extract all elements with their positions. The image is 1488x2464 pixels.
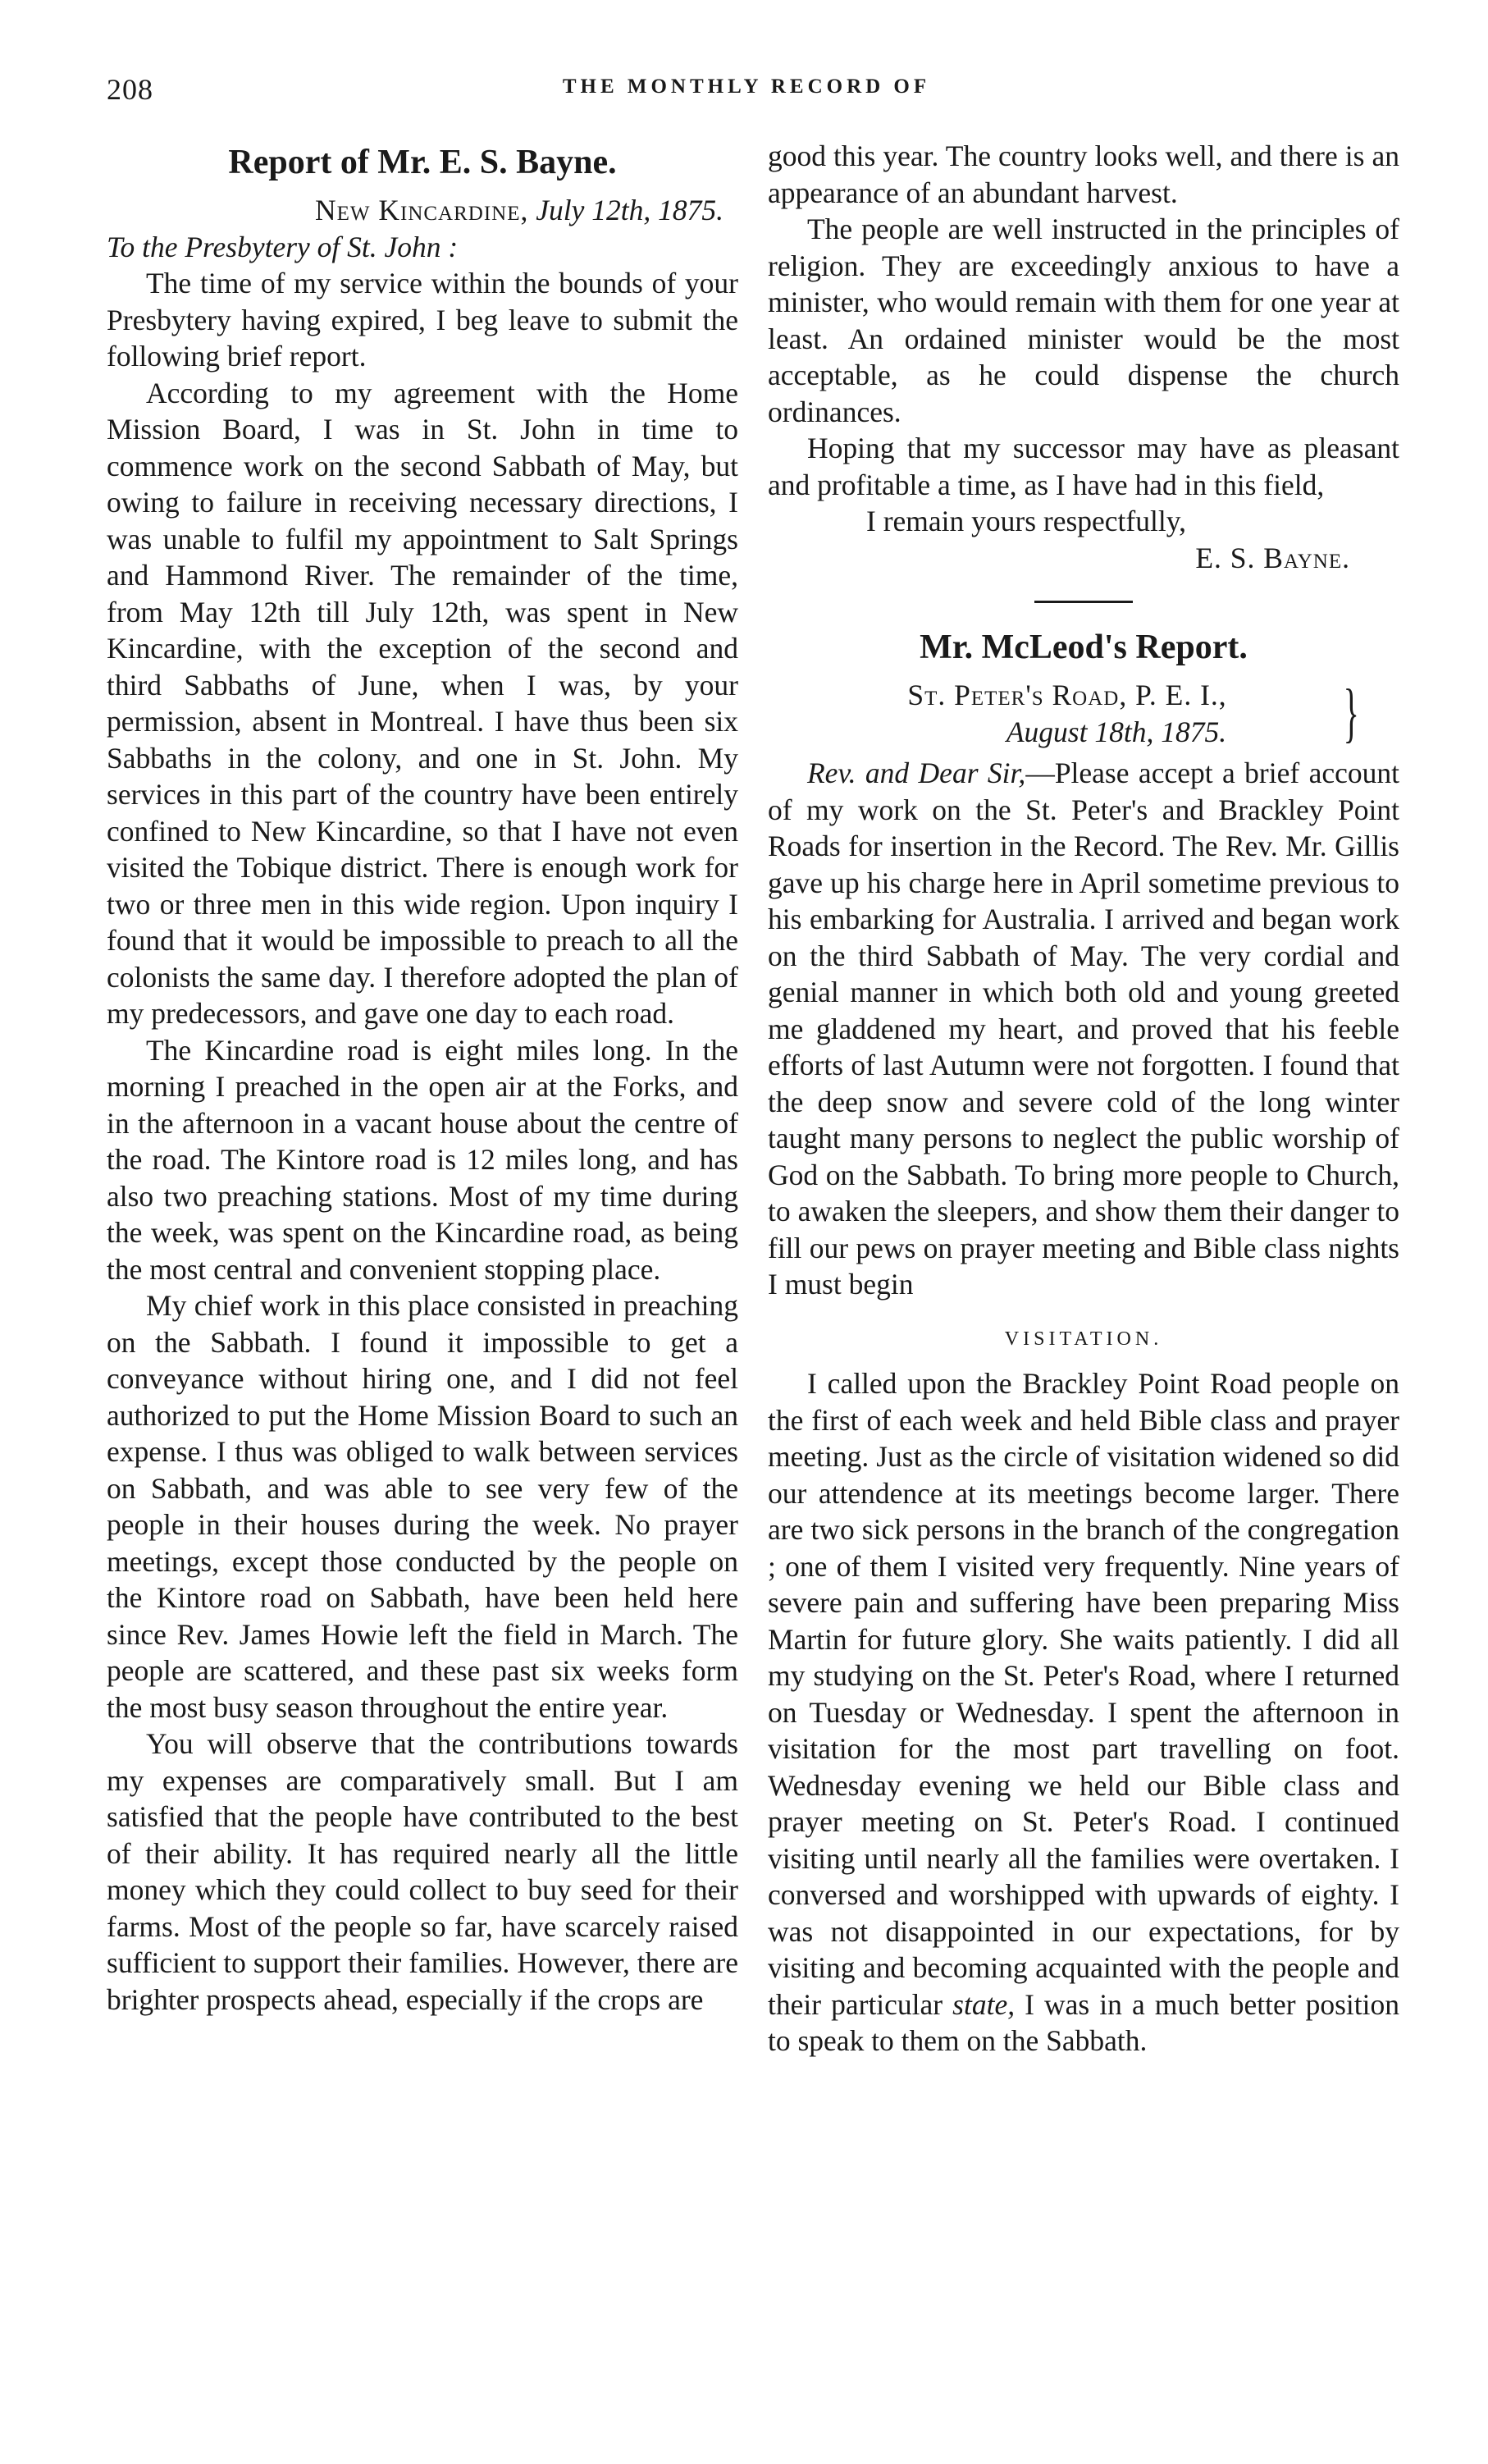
paragraph	[768, 1365, 1399, 2059]
brace-glyph: }	[1343, 677, 1359, 749]
paragraph: The people are well instructed in the principles of religion. They are exceedingly anxious to have a minister, who would remain with them for one year at least. An ordained minister would be the most acceptable, as he could dispense the church ordinances.	[768, 213, 1399, 428]
dateline-mcleod	[768, 677, 1399, 750]
paragraph: My chief work in this place consisted in preaching on the Sabbath. I found it impossible to get a conveyance without hiring one, and I did not feel authorized to put the Home Mission Board to such an expense. I thus was obliged to walk between services on Sabbath, and was able to see very few of the people in their houses during the week. No prayer meetings, except those conducted by the people on the Kintore road on Sabbath, have been held here since Rev. James Howie left the field in March. The people are scattered, and these past six weeks form the most busy season throughout the entire year.	[107, 1289, 738, 1724]
dateline-place: St. Peter's Road, P. E. I.,	[907, 679, 1227, 711]
dateline-place: New Kincardine,	[314, 194, 529, 226]
paragraph	[768, 755, 1399, 1303]
left-column	[107, 138, 738, 2018]
running-head	[107, 72, 1386, 113]
paragraph: You will observe that the contributions towards my expenses are comparatively small. But I am satisfied that the people have contributed to the best of their ability. It has required nearly all the little money which they could collect to buy seed for their farms. Most of the people so far, have scarcely raised sufficient to support their families. However, there are brighter prospects ahead, especially if the crops are	[107, 1727, 738, 2016]
salutation: Rev. and Dear Sir,	[807, 757, 1026, 789]
paragraph-continuation: good this year. The country looks well, and there is an appearance of an abundant harvest.	[768, 139, 1399, 209]
article-title-mcleod: Mr. McLeod's Report.	[920, 629, 1248, 666]
dateline-date: July 12th, 1875.	[536, 194, 723, 226]
article-title-bayne: Report of Mr. E. S. Bayne.	[228, 144, 617, 181]
closing-line: I remain yours respectfully,	[866, 505, 1187, 537]
paragraph: The Kincardine road is eight miles long. In the morning I preached in the open air at the Forks, and in the afternoon in a vacant house about the centre of the road. The Kintore road is 12 miles long, and has also two preaching stations. Most of my time during the week, was spent on the Kincardine road, as being the most central and convenient stopping place.	[107, 1033, 738, 1286]
dateline-date: August 18th, 1875.	[1006, 715, 1227, 748]
address-line: To the Presbytery of St. John :	[107, 230, 459, 263]
paragraph-text: —Please accept a brief account of my work on the St. Peter's and Brackley Point Roads for insertion in the Record. The Rev. Mr. Gillis gave up his charge here in April sometime previous to his embarking for Australia. I arrived and began work on the third Sabbath of May. The very cordial and genial manner in which both old and young greeted me gladdened my heart, and proved that his feeble efforts of last Autumn were not forgotten. I found that the deep snow and severe cold of the long winter taught many persons to neglect the public worship of God on the Sabbath. To bring more people to Church, to awaken the sleepers, and show them their danger to fill our pews on prayer meeting and Bible class nights I must begin	[768, 757, 1400, 1301]
section-heading: VISITATION.	[1004, 1328, 1163, 1350]
paragraph: Hoping that my successor may have as pleasant and profitable a time, as I have had in this field,	[768, 432, 1399, 501]
paragraph: The time of my service within the bounds of your Presbytery having expired, I beg leave to submit the following brief report.	[107, 267, 738, 373]
paragraph-text: I was in a much better position to speak to them on the Sabbath.	[768, 1987, 1399, 2057]
divider-rule	[1034, 601, 1133, 603]
page-number: 208	[107, 73, 153, 106]
paragraph: According to my agreement with the Home Mission Board, I was in St. John in time to commence work on the second Sabbath of May, but owing to failure in receiving necessary directions, I was unable to fulfil my appointment to Salt Springs and Hammond River. The remainder of the time, from May 12th till July 12th, was spent in New Kincardine, with the exception of the second and third Sabbaths of June, when I was, by your permission, absent in Montreal. I have thus been six Sabbaths in the colony, and one in St. John. My services in this part of the country have been entirely confined to New Kincardine, so that I have not even visited the Tobique district. There is enough work for two or three men in this wide region. Upon inquiry I found that it would be impossible to preach to all the colonists the same day. I therefore adopted the plan of my predecessors, and gave one day to each road.	[107, 376, 738, 1030]
paragraph-italic: state,	[952, 1987, 1016, 2021]
right-column	[768, 138, 1399, 2059]
journal-title: THE MONTHLY RECORD OF	[562, 75, 931, 98]
signature: E. S. Bayne.	[1195, 541, 1350, 574]
paragraph-text: I called upon the Brackley Point Road people on the first of each week and held Bible class and prayer meeting. Just as the circle of visitation widened so did our attendence at its meetings become larger. There are two sick persons in the branch of the congregation ; one of them I visited very frequently. Nine years of severe pain and suffering have been preparing Miss Martin for future glory. She waits patiently. I did all my studying on the St. Peter's Road, where I returned on Tuesday or Wednesday. I spent the afternoon in visitation for the most part travelling on foot. Wednesday evening we held our Bible class and prayer meeting on St. Peter's Road. I continued visiting until nearly all the families were overtaken. I conversed and worshipped with upwards of eighty. I was not disappointed in our expectations, for by visiting and becoming acquainted with the people and their particular	[768, 1367, 1399, 2021]
dateline-bayne	[107, 192, 738, 229]
